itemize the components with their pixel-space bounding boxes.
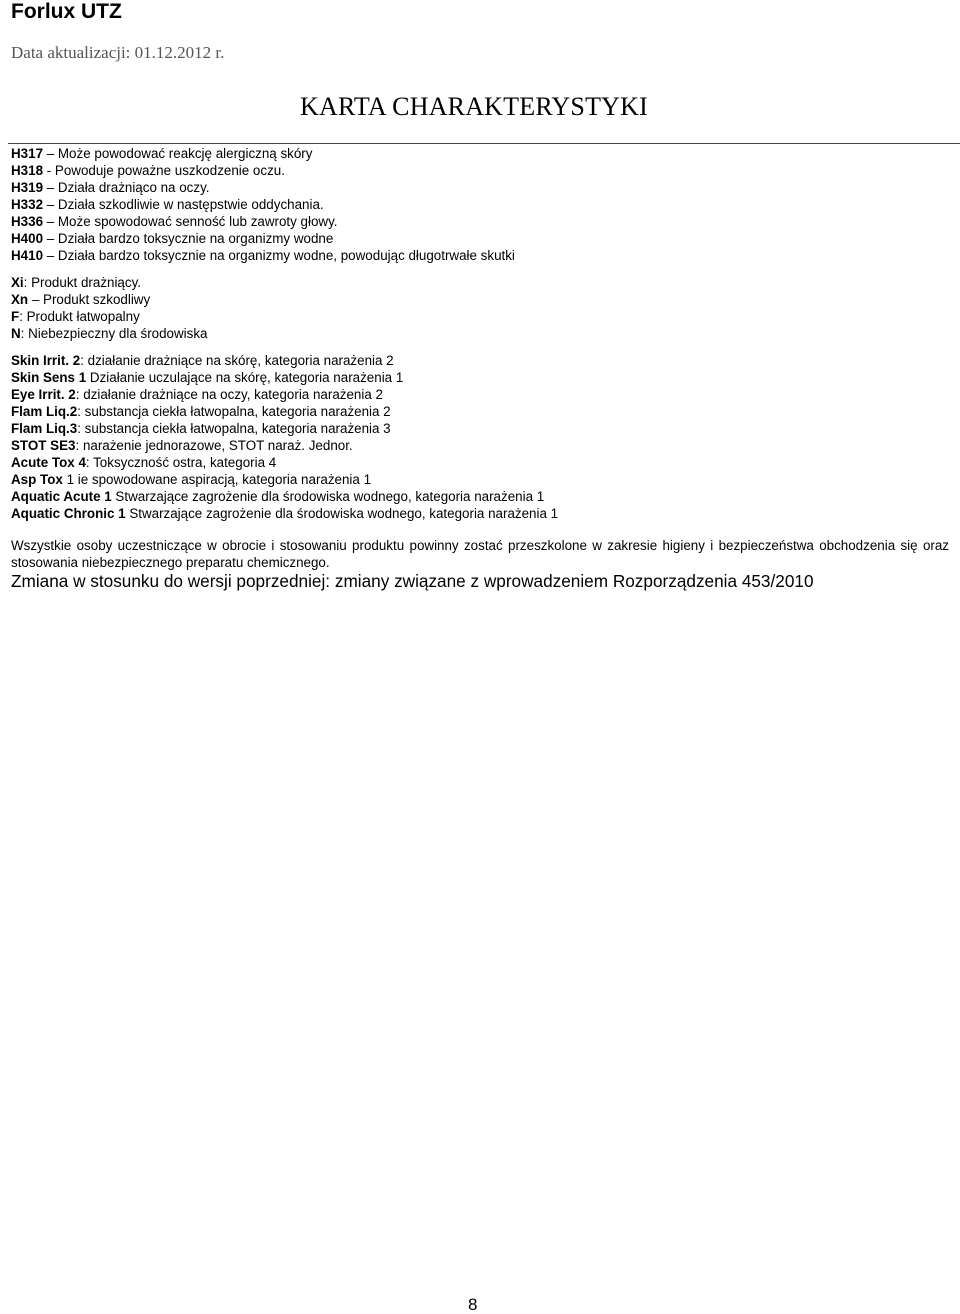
classification-text: : działanie drażniące na oczy, kategoria narażenia 2 [75, 387, 383, 402]
classifications-list [11, 352, 949, 522]
update-date: Data aktualizacji: 01.12.2012 r. [11, 43, 225, 62]
hazard-code: H319 [11, 180, 44, 195]
classification [11, 369, 949, 386]
hazard-text: – Może spowodować senność lub zawroty głowy. [43, 214, 338, 229]
classification-code: Eye Irrit. 2 [11, 387, 76, 402]
classification [11, 471, 949, 488]
hazard-code: H332 [11, 197, 44, 212]
hazard-text: – Działa drażniąco na oczy. [43, 180, 210, 195]
danger-symbol [11, 291, 949, 308]
hazard-statement [11, 179, 949, 196]
symbol-text: : Niebezpieczny dla środowiska [20, 326, 208, 341]
hazard-text: - Powoduje poważne uszkodzenie oczu. [43, 163, 285, 178]
danger-symbol [11, 325, 949, 342]
symbol-code: F [11, 309, 20, 324]
classification [11, 420, 949, 437]
document-title: KARTA CHARAKTERYSTYKI [300, 92, 648, 121]
header-divider [8, 143, 960, 144]
classification-code: Asp Tox [11, 472, 63, 487]
classification-text: Stwarzające zagrożenie dla środowiska wodnego, kategoria narażenia 1 [125, 506, 559, 521]
product-name: Forlux UTZ [11, 0, 122, 23]
change-note: Zmiana w stosunku do wersji poprzedniej: zmiany związane z wprowadzeniem Rozporządzenia 453/2010 [11, 571, 814, 591]
hazard-code: H410 [11, 248, 44, 263]
symbol-text: : Produkt drażniący. [23, 275, 142, 290]
classification-code: Flam Liq.3 [11, 421, 78, 436]
classification-text: : substancja ciekła łatwopalna, kategoria narażenia 2 [77, 404, 391, 419]
symbol-code: Xi [11, 275, 24, 290]
danger-symbol [11, 274, 949, 291]
classification-text: Stwarzające zagrożenie dla środowiska wodnego, kategoria narażenia 1 [111, 489, 545, 504]
spacer [11, 522, 949, 537]
classification-text: : narażenie jednorazowe, STOT naraż. Jednor. [75, 438, 353, 453]
page-number: 8 [468, 1295, 478, 1314]
danger-symbol [11, 308, 949, 325]
classification [11, 454, 949, 471]
classification-text: : substancja ciekła łatwopalna, kategoria narażenia 3 [77, 421, 391, 436]
classification-code: STOT SE3 [11, 438, 76, 453]
hazard-statement [11, 196, 949, 213]
hazard-code: H318 [11, 163, 44, 178]
classification-code: Flam Liq.2 [11, 404, 78, 419]
hazard-statement [11, 162, 949, 179]
symbol-text: : Produkt łatwopalny [19, 309, 140, 324]
classification-text: 1 ie spowodowane aspiracją, kategoria narażenia 1 [62, 472, 372, 487]
hazard-statement [11, 145, 949, 162]
classification [11, 386, 949, 403]
danger-symbols-list [11, 274, 949, 342]
spacer [11, 264, 949, 274]
symbol-text: – Produkt szkodliwy [28, 292, 151, 307]
hazard-text: – Działa szkodliwie w następstwie oddychania. [43, 197, 324, 212]
classification-code: Aquatic Acute 1 [11, 489, 112, 504]
spacer [11, 342, 949, 352]
hazard-statement [11, 213, 949, 230]
classification [11, 352, 949, 369]
hazard-code: H400 [11, 231, 44, 246]
hazard-statement [11, 230, 949, 247]
classification-text: : Toksyczność ostra, kategoria 4 [85, 455, 277, 470]
classification-text: : działanie drażniące na skórę, kategoria narażenia 2 [80, 353, 394, 368]
hazard-text: – Może powodować reakcję alergiczną skóry [43, 146, 313, 161]
classification-text: Działanie uczulające na skórę, kategoria narażenia 1 [86, 370, 404, 385]
classification [11, 403, 949, 420]
training-note: Wszystkie osoby uczestniczące w obrocie i stosowaniu produktu powinny zostać przeszkolone w zakresie higieny i bezpieczeństwa obchodzenia się oraz stosowania niebezpiecznego preparatu chemicznego. [11, 538, 949, 570]
classification-code: Acute Tox 4 [11, 455, 86, 470]
hazard-text: – Działa bardzo toksycznie na organizmy wodne [43, 231, 334, 246]
hazard-text: – Działa bardzo toksycznie na organizmy wodne, powodując długotrwałe skutki [43, 248, 515, 263]
hazard-statement [11, 247, 949, 264]
symbol-code: N [11, 326, 21, 341]
classification-code: Skin Sens 1 [11, 370, 87, 385]
hazard-statements-list [11, 145, 949, 264]
classification-code: Aquatic Chronic 1 [11, 506, 126, 521]
classification-code: Skin Irrit. 2 [11, 353, 81, 368]
hazard-code: H317 [11, 146, 44, 161]
hazard-code: H336 [11, 214, 44, 229]
symbol-code: Xn [11, 292, 29, 307]
document-body [11, 145, 949, 592]
classification [11, 437, 949, 454]
classification [11, 505, 949, 522]
classification [11, 488, 949, 505]
